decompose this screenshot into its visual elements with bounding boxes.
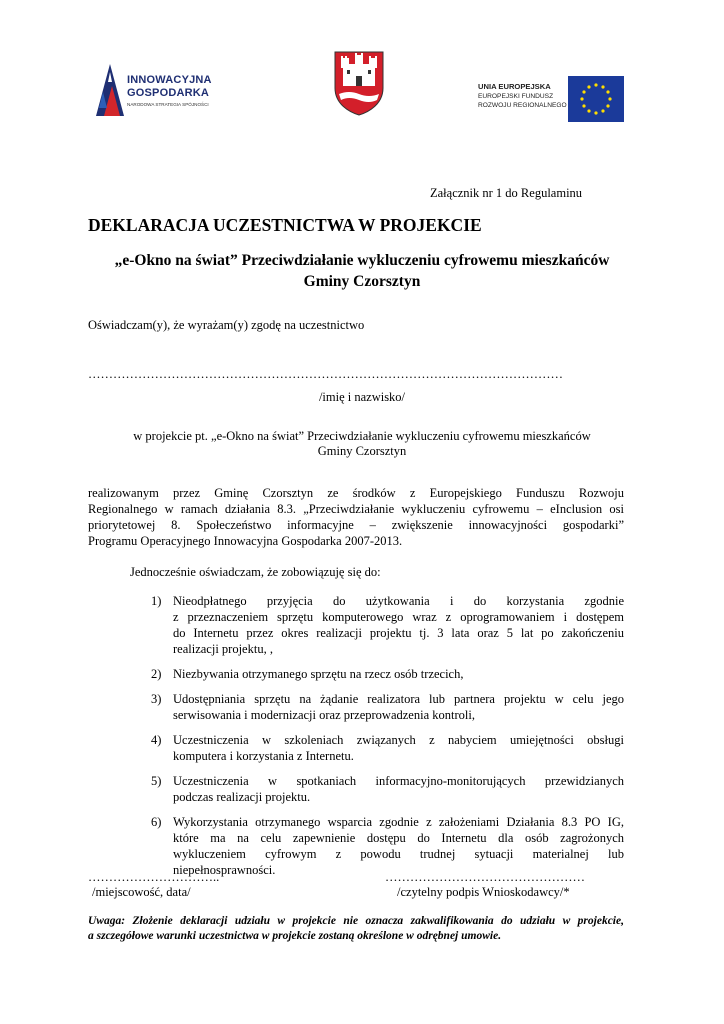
list-item [130,691,624,723]
list-item [130,814,624,878]
ig-logo-line1: INNOWACYJNA [127,74,212,86]
list-item-line: Wykorzystania otrzymanego wsparcia zgodnie z założeniami Działania 8.3 PO IG, [173,815,624,829]
list-item-line: Uczestniczenia w szkoleniach związanych z nabyciem umiejętności obsługi [173,733,624,747]
list-item-number: 5) [151,774,162,788]
annex-label: Załącznik nr 1 do Regulaminu [430,186,583,200]
realized-line: Regionalnego w ramach działania 8.3. „Przeciwdziałanie wykluczeniu cyfrowemu – eInclusion osi [88,502,624,516]
list-item-number: 2) [151,667,162,681]
list-item [130,666,624,682]
name-field-dots: …………………………………………………………………………………………………… [88,367,563,381]
document-title: DEKLARACJA UCZESTNICTWA W PROJEKCIE [88,215,482,235]
eu-logo-line3: ROZWOJU REGIONALNEGO [478,102,567,109]
project-line1: w projekcie pt. „e-Okno na świat” Przeciwdziałanie wykluczeniu cyfrowemu mieszkańców [133,429,591,443]
eu-logo-line2: EUROPEJSKI FUNDUSZ [478,93,554,100]
list-item-line: Nieodpłatnego przyjęcia do użytkowania i do korzystania zgodnie [173,594,624,608]
eu-logo [478,76,624,122]
ig-logo-mark-icon [94,62,126,118]
list-item-line: Udostępniania sprzętu na żądanie realizatora lub partnera projektu w celu jego [173,692,624,706]
place-date-label: /miejscowość, data/ [92,885,191,899]
list-item-line: serwisowania i modernizacji oraz przeprowadzenia kontroli, [173,708,475,722]
list-item-line: z przeznaczeniem sprzętu komputerowego wraz z oprogramowaniem i dostępem [173,610,624,624]
signature-dots: ………………………………………… [385,870,585,884]
declaration-text: Oświadczam(y), że wyrażam(y) zgodę na uczestnictwo [88,318,365,332]
list-item-line: do Internetu przez okres realizacji projektu tj. 3 lata oraz 5 lat po zakończeniu [173,626,624,640]
list-item-number: 1) [151,594,162,608]
subtitle-line1: „e-Okno na świat” Przeciwdziałanie wykluczeniu cyfrowemu mieszkańców [114,252,610,269]
ig-logo-line2: GOSPODARKA [127,87,210,99]
ig-logo-line3: NARODOWA STRATEGIA SPÓJNOŚCI [127,102,209,107]
project-line2: Gminy Czorsztyn [317,444,407,458]
realized-line: realizowanym przez Gminę Czorsztyn ze środków z Europejskiego Funduszu Rozwoju [88,486,624,500]
footnote-line1: Uwaga: Złożenie deklaracji udziału w projekcie nie oznacza zakwalifikowania do udziału w projekcie, [88,915,624,927]
list-item-number: 6) [151,815,162,829]
realized-line: Programu Operacyjnego Innowacyjna Gospodarka 2007-2013. [88,534,403,548]
footnote-warning [88,914,624,944]
obligations-list [130,593,624,887]
list-item-line: komputera i korzystania z Internetu. [173,749,354,763]
eu-flag-icon [568,76,624,122]
list-item-line: Niezbywania otrzymanego sprzętu na rzecz osób trzecich, [173,667,464,681]
subtitle-line2: Gminy Czorsztyn [303,273,421,290]
list-item-line: Uczestniczenia w spotkaniach informacyjno-monitorujących przewidzianych [173,774,624,788]
list-item-number: 4) [151,733,162,747]
eu-logo-line1: UNIA EUROPEJSKA [478,82,551,91]
list-item [130,593,624,657]
list-item-line: podczas realizacji projektu. [173,790,311,804]
project-subtitle [88,250,636,292]
realized-line: priorytetowej 8. Społeczeństwo informacyjne – zwiększenie innowacyjności gospodarki” [88,518,624,532]
czorsztyn-crest-icon [333,50,385,116]
list-item [130,773,624,805]
list-item-number: 3) [151,692,162,706]
realized-paragraph [88,485,624,549]
list-item-line: niepełnosprawności. [173,863,276,877]
name-field-label: /imię i nazwisko/ [318,390,406,404]
list-item-line: realizacji projektu, , [173,642,273,656]
place-date-dots: ………………………….. [88,870,220,884]
innowacyjna-gospodarka-logo [94,62,220,118]
list-item-line: wykluczeniem cyfrowym z powodu trudnej sytuacji materialnej lub [173,847,624,861]
footnote-line2: a szczegółowe warunki uczestnictwa w projekcie zostaną określone w odrębnej umowie. [88,930,502,942]
list-item [130,732,624,764]
signature-label: /czytelny podpis Wnioskodawcy/* [397,885,570,899]
obligations-intro: Jednocześnie oświadczam, że zobowiązuję się do: [130,565,381,579]
list-item-line: które ma na celu zapewnienie dostępu do Internetu dla osób zagrożonych [173,831,624,845]
